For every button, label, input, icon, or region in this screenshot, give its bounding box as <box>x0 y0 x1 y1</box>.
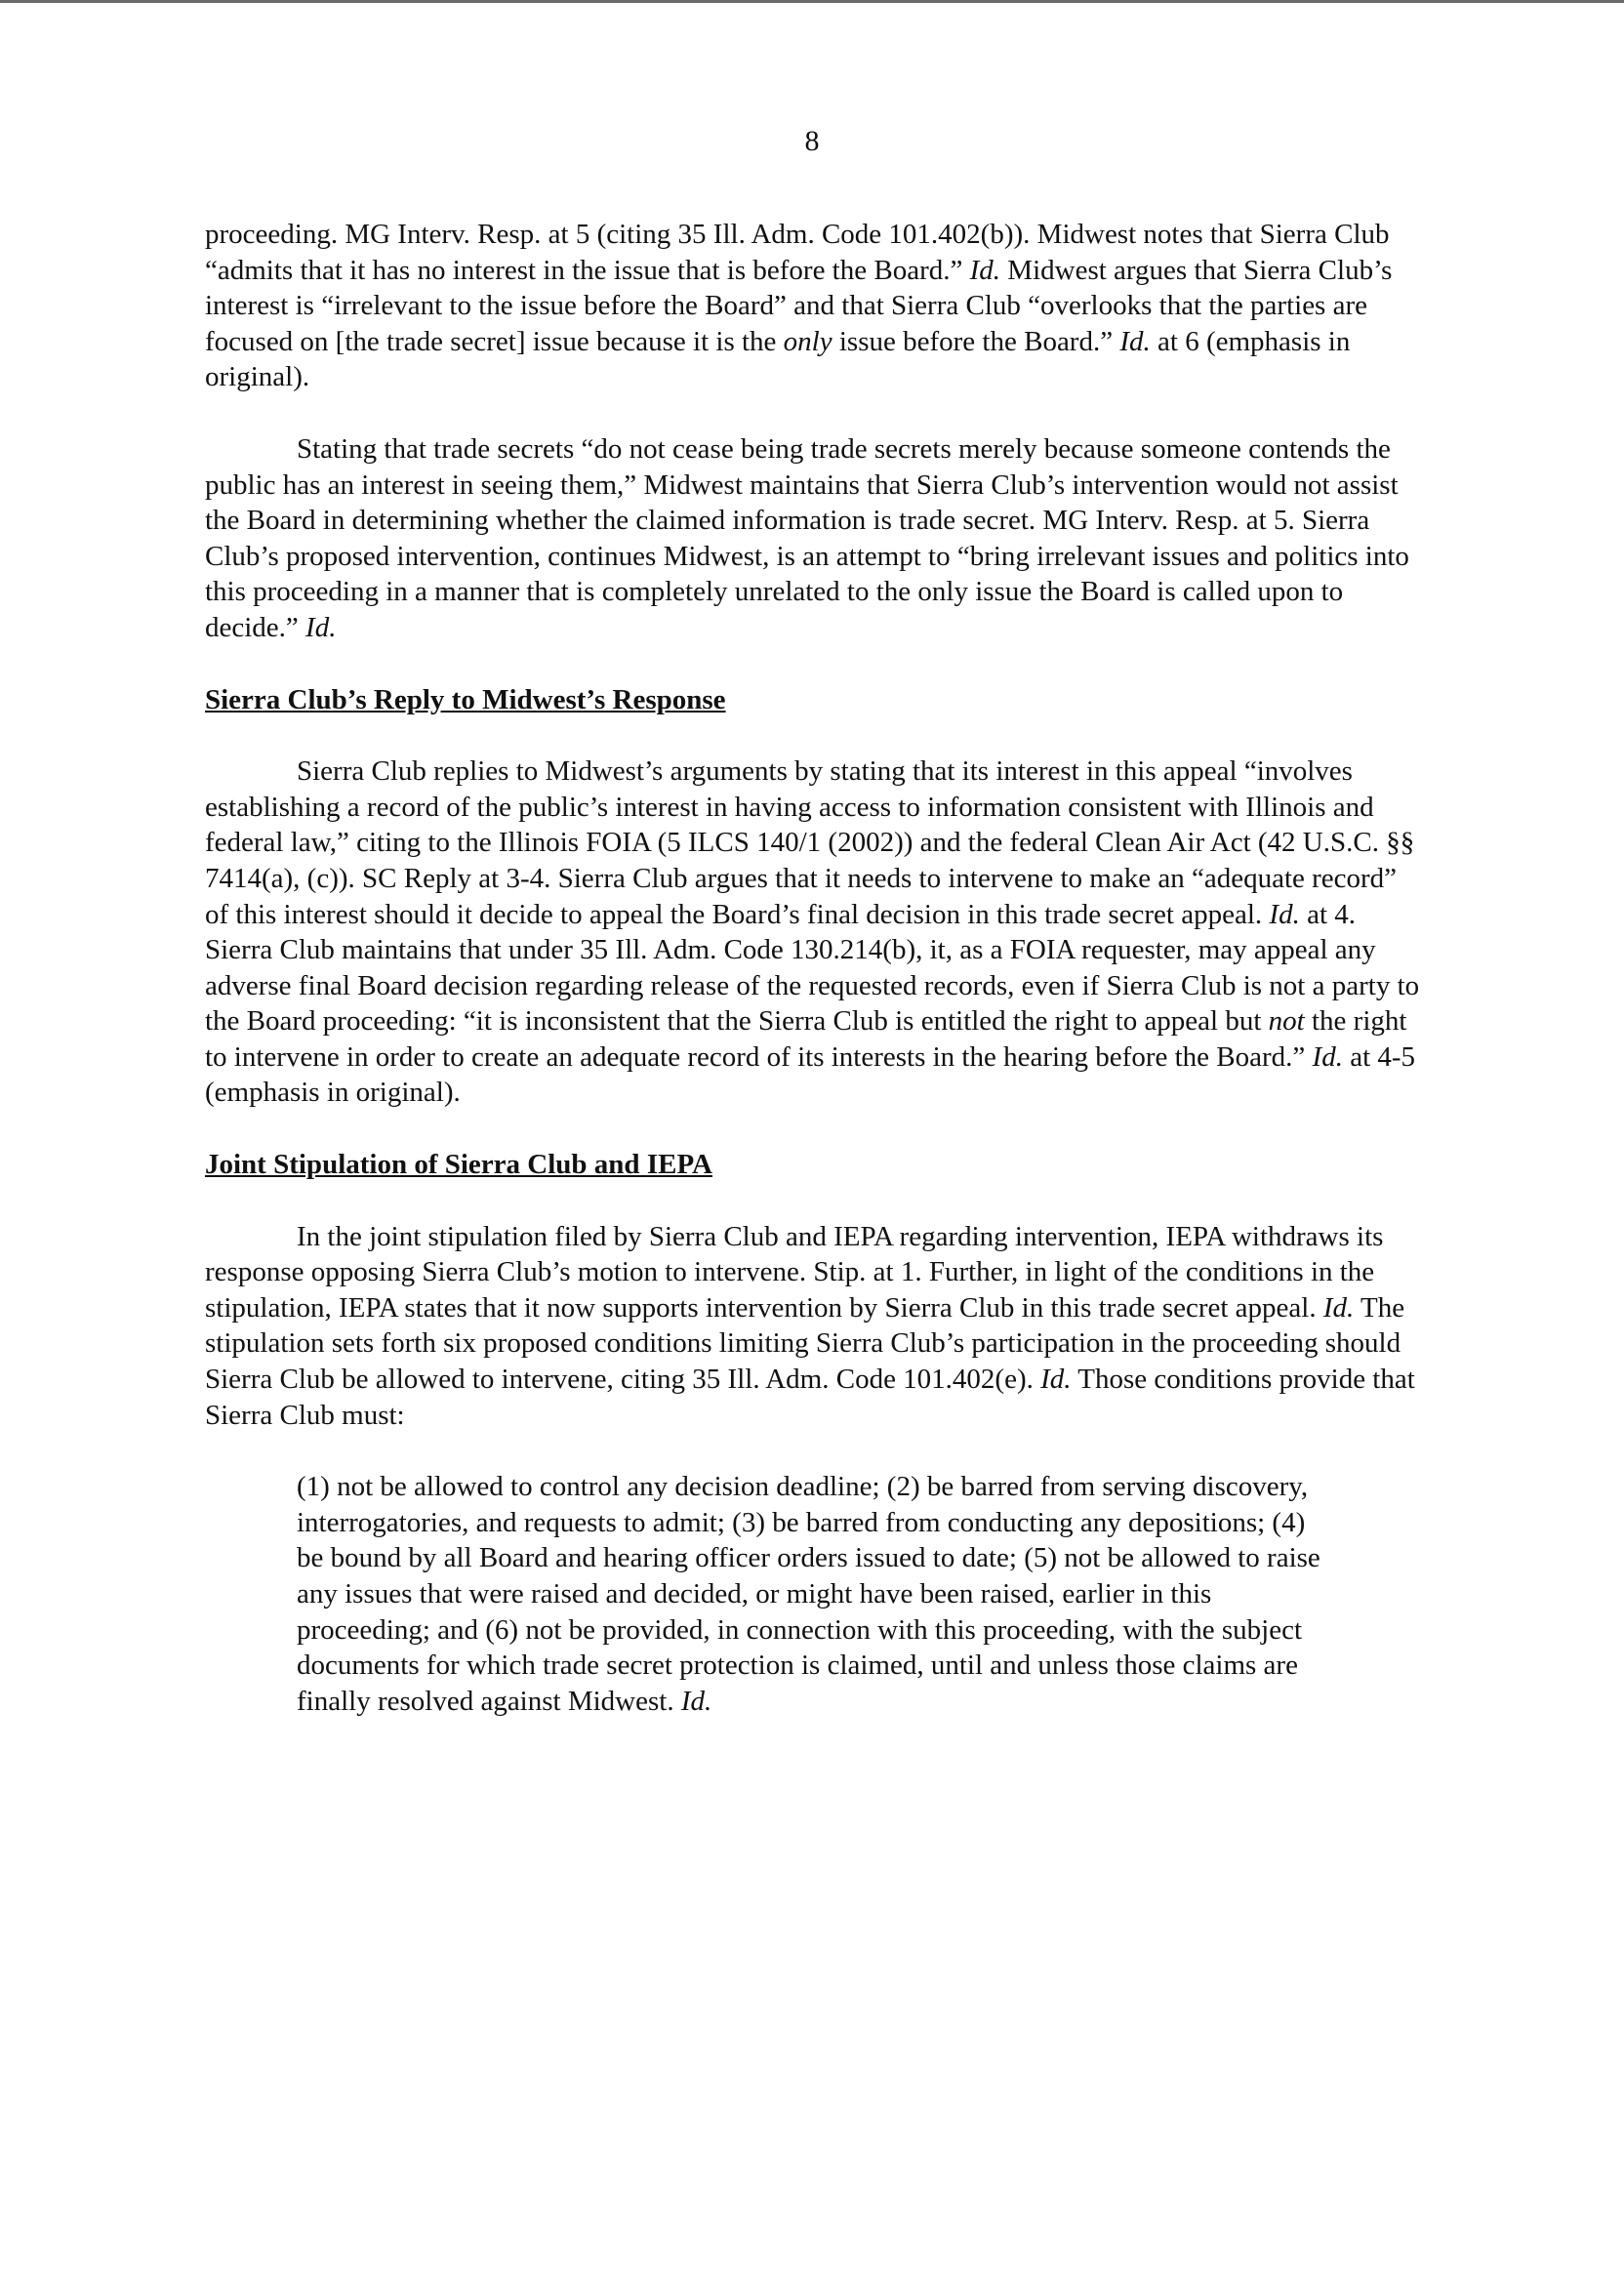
section-heading-reply: Sierra Club’s Reply to Midwest’s Response <box>205 683 726 715</box>
citation-id: Id. <box>305 611 337 643</box>
paragraph-joint-stipulation: In the joint stipulation filed by Sierra Club and IEPA regarding intervention, IEPA withdraws its response opposing Sierra Club’s motion to intervene. Stip. at 1. Further, in light of the conditions in the stipulation, IEPA states that it now supports intervention by Sierra Club in this trade secret appeal. Id. The stipulation sets forth six proposed conditions limiting Sierra Club’s participation in the proceeding should Sierra Club be allowed to intervene, citing 35 Ill. Adm. Code 101.402(e). Id. Those conditions provide that Sierra Club must: <box>205 1220 1415 1431</box>
citation-id: Id. <box>1312 1040 1343 1073</box>
emphasis-text: not <box>1268 1005 1305 1038</box>
paragraph-sierra-reply: Sierra Club replies to Midwest’s arguments by stating that its interest in this appeal “involves establishing a record of the public’s interest in having access to information consistent with Illinois and federal law,” citing to the Illinois FOIA (5 ILCS 140/1 (2002)) and the federal Clean Air Act (42 U.S.C. §§ 7414(a), (c)). SC Reply at 3-4. Sierra Club argues that it needs to intervene to make an “adequate record” of this interest should it decide to appeal the Board’s final decision in this trade secret appeal. Id. at 4. Sierra Club maintains that under 35 Ill. Adm. Code 130.214(b), it, as a FOIA requester, may appeal any adverse final Board decision regarding release of the requested records, even if Sierra Club is not a party to the Board proceeding: “it is inconsistent that the Sierra Club is entitled the right to appeal but not the right to intervene in order to create an adequate record of its interests in the hearing before the Board.” Id. at 4-5 (emphasis in original). <box>205 755 1420 1109</box>
section-heading-stipulation: Joint Stipulation of Sierra Club and IEPA <box>205 1149 712 1181</box>
scan-edge-line <box>0 0 1624 3</box>
citation-id: Id. <box>1269 898 1300 930</box>
citation-id: Id. <box>1322 1291 1355 1324</box>
citation-id: Id. <box>680 1685 712 1717</box>
emphasis-text: only <box>783 325 832 357</box>
paragraph-continuation: proceeding. MG Interv. Resp. at 5 (citing 35 Ill. Adm. Code 101.402(b)). Midwest notes that Sierra Club “admits that it has no interest in the issue that is before the Board.” Id. Midwest argues that Sierra Club’s interest is “irrelevant to the issue before the Board” and that Sierra Club “overlooks that the parties are focused on [the trade secret] issue because it is the only issue before the Board.” Id. at 6 (emphasis in original). <box>205 219 1393 393</box>
page-number: 8 <box>804 125 820 157</box>
document-body <box>205 217 1425 1719</box>
citation-id: Id. <box>969 254 1001 286</box>
citation-id: Id. <box>1040 1364 1072 1396</box>
citation-id: Id. <box>1119 325 1151 357</box>
conditions-block-quote: (1) not be allowed to control any decision deadline; (2) be barred from serving discovery, interrogatories, and requests to admit; (3) be barred from conducting any depositions; (4) be bound by all Board and hearing officer orders issued to date; (5) not be allowed to raise any issues that were raised and decided, or might have been raised, earlier in this proceeding; and (6) not be provided, in connection with this proceeding, with the subject documents for which trade secret protection is claimed, until and unless those claims are finally resolved against Midwest. Id. <box>297 1471 1320 1717</box>
paragraph-trade-secrets: Stating that trade secrets “do not cease being trade secrets merely because someone contends the public has an interest in seeing them,” Midwest maintains that Sierra Club’s intervention would not assist the Board in determining whether the claimed information is trade secret. MG Interv. Resp. at 5. Sierra Club’s proposed intervention, continues Midwest, is an attempt to “bring irrelevant issues and politics into this proceeding in a manner that is completely unrelated to the only issue the Board is called upon to decide.” Id. <box>205 432 1409 643</box>
